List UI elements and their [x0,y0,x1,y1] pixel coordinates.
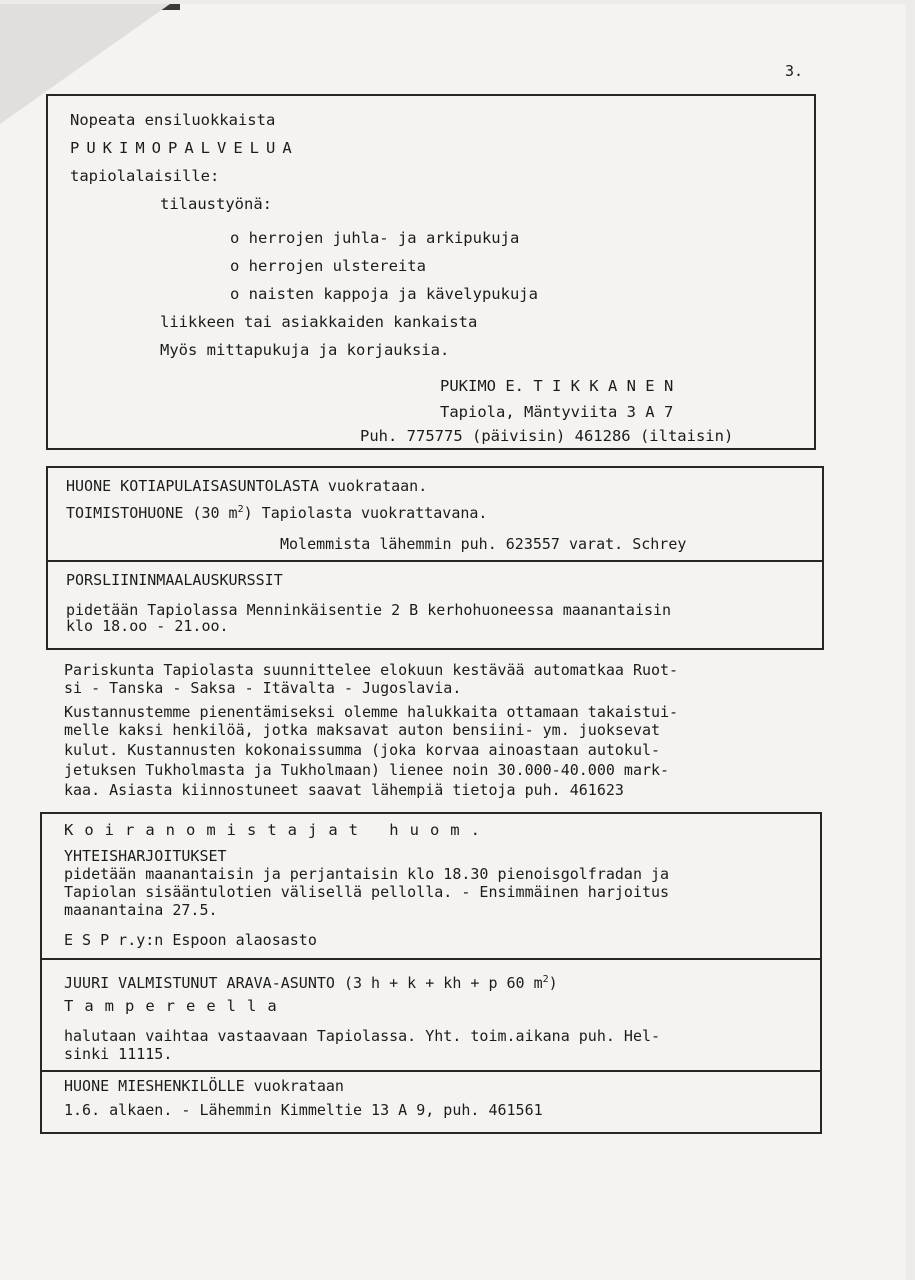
ad-tailor-item: o herrojen ulstereita [230,257,426,275]
ad-dog-line5: maanantaina 27.5. [64,901,218,919]
ad-divider [42,958,820,960]
ad-tailor-line4: tilaustyönä: [160,195,272,213]
page-number: 3. [785,62,804,80]
ad-apartment-line1 [64,970,558,993]
ad-dog-title: Koiranomistajat huom. [64,821,491,839]
ad-tailor-headline: PUKIMOPALVELUA [70,139,299,157]
ad-car-trip-line: jetuksen Tukholmasta ja Tukholmaan) lienee noin 30.000-40.000 mark- [64,761,670,779]
ad-course-line3: klo 18.oo - 21.oo. [66,617,229,635]
ad-car-trip-line: melle kaksi henkilöä, jotka maksavat auton bensiini- ym. juoksevat [64,721,661,739]
ad-dog-line3: pidetään maanantaisin ja perjantaisin klo 18.30 pienoisgolfradan ja [64,865,670,883]
superscript: 2 [237,504,244,515]
ad-tailor-item: o naisten kappoja ja kävelypukuja [230,285,538,303]
ad-tailor-phone: Puh. 775775 (päivisin) 461286 (iltaisin) [360,427,734,445]
ad-tailor-line3: tapiolalaisille: [70,167,220,185]
ad-apartment-city: Tampereella [64,997,288,1015]
ad-rooms-line2-text: TOIMISTOHUONE (30 m [66,504,238,522]
ad-car-trip-line: kulut. Kustannusten kokonaissumma (joka korvaa ainoastaan autokul- [64,741,661,759]
ad-car-trip-line: Pariskunta Tapiolasta suunnittelee elokuun kestävää automatkaa Ruot- [64,661,679,679]
ad-tailor-line1: Nopeata ensiluokkaista [70,111,276,129]
ad-course-title: PORSLIININMAALAUSKURSSIT [66,571,283,589]
ad-car-trip-line: si - Tanska - Saksa - Itävalta - Jugoslavia. [64,679,462,697]
ad-tailor-line6: Myös mittapukuja ja korjauksia. [160,341,450,359]
ad-rooms-line2-end: ) Tapiolasta vuokrattavana. [243,504,488,522]
ad-apartment-line1-end: ) [548,974,558,992]
ad-divider [48,560,822,562]
superscript: 2 [542,974,549,985]
ad-tailor-line5: liikkeen tai asiakkaiden kankaista [160,313,478,331]
ad-rooms-line2 [66,500,487,523]
ad-room-line2: 1.6. alkaen. - Lähemmin Kimmeltie 13 A 9, puh. 461561 [64,1101,543,1119]
ad-tailor-item: o herrojen juhla- ja arkipukuja [230,229,520,247]
ad-car-trip-line: kaa. Asiasta kiinnostuneet saavat lähempiä tietoja puh. 461623 [64,781,624,799]
ad-car-trip-line: Kustannustemme pienentämiseksi olemme halukkaita ottamaan takaistui- [64,703,679,721]
document-page [0,4,906,1280]
ad-dog-line4: Tapiolan sisääntulotien välisellä pellolla. - Ensimmäinen harjoitus [64,883,670,901]
ad-apartment-line4: sinki 11115. [64,1045,173,1063]
ad-dog-subtitle: YHTEISHARJOITUKSET [64,847,227,865]
ad-dog-apartment-room [40,812,822,1134]
ad-tailor [46,94,816,450]
ad-room-line1: HUONE MIESHENKILÖLLE vuokrataan [64,1077,344,1095]
ad-rooms-line1: HUONE KOTIAPULAISASUNTOLASTA vuokrataan. [66,477,428,495]
ad-tailor-address: Tapiola, Mäntyviita 3 A 7 [440,403,674,421]
ad-divider [42,1070,820,1072]
ad-tailor-signature: PUKIMO E. T I K K A N E N [440,377,674,395]
ad-apartment-line1-text: JUURI VALMISTUNUT ARAVA-ASUNTO (3 h + k + kh + p 60 m [64,974,543,992]
ad-apartment-line3: halutaan vaihtaa vastaavaan Tapiolassa. Yht. toim.aikana puh. Hel- [64,1027,661,1045]
ad-dog-signature: E S P r.y:n Espoon alaosasto [64,931,317,949]
ad-rooms-line3: Molemmista lähemmin puh. 623557 varat. Schrey [280,535,687,553]
ad-course-line2: pidetään Tapiolassa Menninkäisentie 2 B kerhohuoneessa maanantaisin [66,601,672,619]
ad-rooms-and-course [46,466,824,650]
